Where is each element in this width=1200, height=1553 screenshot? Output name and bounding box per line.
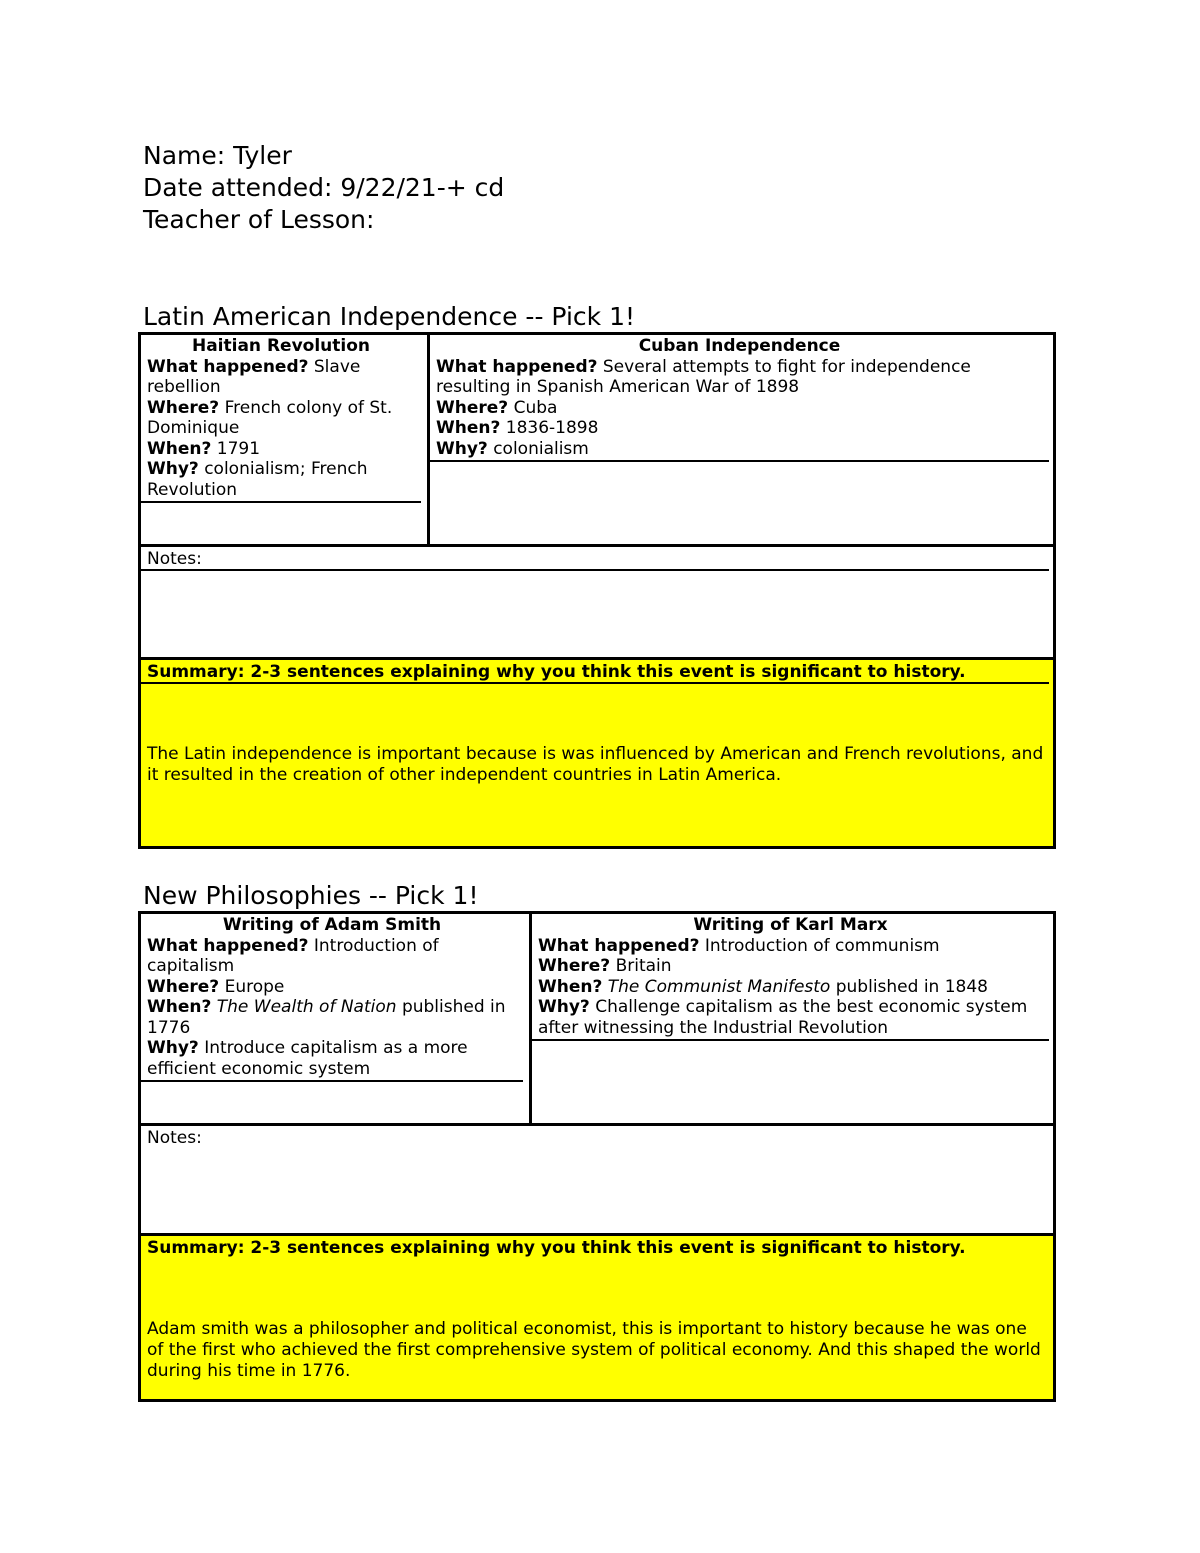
event-where: Where? Britain — [538, 956, 672, 976]
section-title-latin-american: Latin American Independence -- Pick 1! — [143, 302, 635, 331]
event-where: Where? French colony of St. Dominique — [147, 397, 393, 438]
notes-row — [141, 1123, 1053, 1233]
event-content — [532, 914, 1049, 1041]
event-cell-cuban-independence — [427, 335, 1053, 544]
date-attended: Date attended: 9/22/21-+ cd — [143, 173, 505, 202]
event-title: Writing of Adam Smith — [222, 915, 442, 935]
event-what: What happened? Introduction of capitalism — [147, 935, 439, 976]
event-what: What happened? Slave rebellion — [147, 356, 361, 397]
summary-text: The Latin independence is important because is was influenced by American and French revolutions, and it resulted in the creation of other independent countries in Latin America. — [147, 744, 1044, 785]
event-when: When? 1791 — [147, 438, 261, 459]
event-content — [430, 335, 1049, 462]
notes-label: Notes: — [141, 547, 1049, 571]
student-name: Name: Tyler — [143, 141, 292, 170]
event-title: Cuban Independence — [638, 336, 841, 356]
section-title-new-philosophies: New Philosophies -- Pick 1! — [143, 881, 479, 910]
summary-row — [141, 1233, 1053, 1399]
event-cell-adam-smith — [141, 914, 529, 1123]
event-title: Writing of Karl Marx — [693, 915, 888, 935]
event-cell-karl-marx — [529, 914, 1053, 1123]
event-when: When? The Communist Manifesto published in 1848 — [538, 976, 988, 997]
latin-american-table — [138, 332, 1056, 849]
events-row — [141, 914, 1053, 1123]
summary-label: Summary: 2-3 sentences explaining why you think this event is significant to history. — [141, 660, 1049, 684]
event-what: What happened? Several attempts to fight for independence resulting in Spanish American War of 1898 — [436, 356, 971, 397]
notes-label: Notes: — [147, 1128, 202, 1148]
teacher-of-lesson: Teacher of Lesson: — [143, 205, 375, 234]
event-where: Where? Europe — [147, 976, 285, 997]
event-when: When? 1836-1898 — [436, 418, 599, 438]
event-title: Haitian Revolution — [191, 336, 371, 356]
event-why: Why? Challenge capitalism as the best economic system after witnessing the Industrial Revolution — [538, 997, 1028, 1038]
student-header — [143, 140, 504, 236]
event-when: When? The Wealth of Nation published in 1776 — [147, 997, 506, 1038]
new-philosophies-table — [138, 911, 1056, 1402]
event-where: Where? Cuba — [436, 397, 558, 418]
notes-row — [141, 544, 1053, 657]
summary-text: Adam smith was a philosopher and political economist, this is important to history because he was one of the first who achieved the first comprehensive system of political economy. And this shaped the world during his time in 1776. — [147, 1319, 1041, 1381]
summary-row — [141, 657, 1053, 846]
summary-label: Summary: 2-3 sentences explaining why you think this event is significant to history. — [147, 1238, 966, 1258]
event-cell-haitian-revolution — [141, 335, 427, 544]
event-content — [141, 914, 523, 1082]
event-content — [141, 335, 421, 503]
event-why: Why? Introduce capitalism as a more efficient economic system — [147, 1038, 468, 1079]
event-what: What happened? Introduction of communism — [538, 935, 940, 956]
events-row — [141, 335, 1053, 544]
event-why: Why? colonialism — [436, 438, 589, 459]
event-why: Why? colonialism; French Revolution — [147, 459, 368, 500]
